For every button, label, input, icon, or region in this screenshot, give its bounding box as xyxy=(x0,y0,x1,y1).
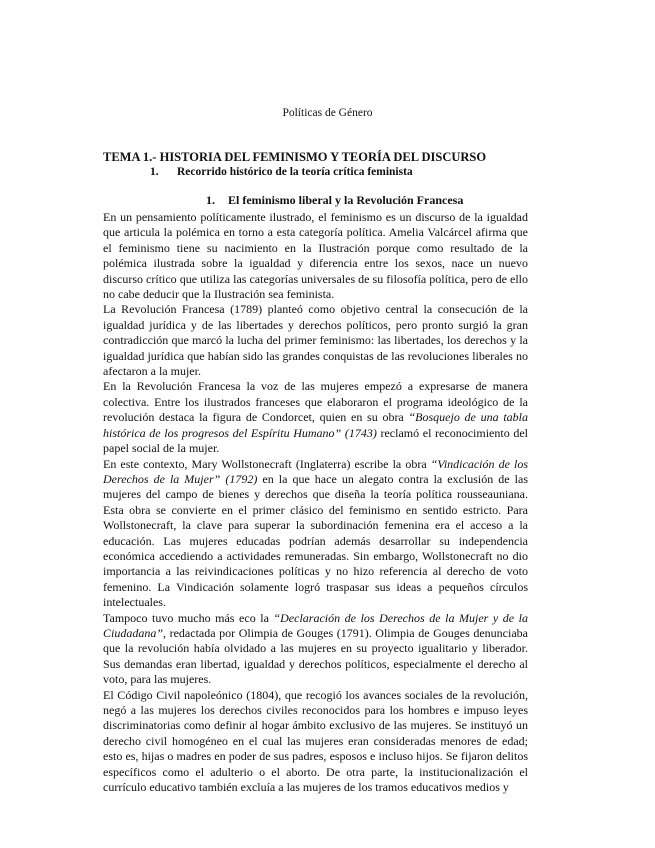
paragraph xyxy=(103,611,528,688)
section-heading xyxy=(206,193,463,208)
paragraph: El Código Civil napoleónico (1804), que recogió los avances sociales de la revolución, negó a las mujeres los derechos civiles reconocidos para los hombres e impuso leyes discriminatorias como definir al hogar ámbito exclusivo de las mujeres. Se instituyó un derecho civil homogéneo en el cual las mujeres eran consideradas menores de edad; esto es, hijas o madres en poder de sus padres, esposos e incluso hijos. Se fijaron delitos específicos como el adulterio o el aborto. De otra parte, la institucionalización el currículo educativo también excluía a las mujeres de los tramos educativos medios y xyxy=(103,687,528,795)
body-text xyxy=(103,210,528,795)
paragraph-text: Tampoco tuvo mucho más eco la xyxy=(103,610,274,625)
book-title: “Vindicación de los Derechos de la Mujer” (1792) xyxy=(103,456,528,486)
page-header: Políticas de Género xyxy=(282,107,373,119)
paragraph: La Revolución Francesa (1789) planteó como objetivo central la consecución de la igualdad jurídica y de las libertades y derechos políticos, pero pronto surgió la gran contradicción que marcó la lucha del primer feminismo: las libertades, los derechos y la igualdad jurídica que habían sido las grandes conquistas de las revoluciones liberales no afectaron a la mujer. xyxy=(103,302,528,379)
paragraph-text: , redactada por Olimpia de Gouges (1791). Olimpia de Gouges denunciaba que la revolución había olvidado a las mujeres en su proyecto igualitario y liberador. Sus demandas eran libertad, igualdad y derechos políticos, especialmente el derecho al voto, para las mujeres. xyxy=(103,625,528,687)
book-title: “Declaración de los Derechos de la Mujer y de la Ciudadana” xyxy=(103,610,528,640)
paragraph xyxy=(103,457,528,611)
paragraph xyxy=(103,379,528,456)
section-number: 1. xyxy=(206,193,215,207)
book-title: “Bosquejo de una tabla histórica de los progresos del Espíritu Humano” (1743) xyxy=(103,410,529,440)
topic-title: TEMA 1.- HISTORIA DEL FEMINISMO Y TEORÍA DEL DISCURSO xyxy=(103,150,487,164)
subtitle-text: Recorrido histórico de la teoría crítica feminista xyxy=(177,166,413,178)
paragraph-text: reclamó el reconocimiento del papel social de la mujer. xyxy=(103,425,528,456)
subtitle-number: 1. xyxy=(150,166,159,178)
subtitle xyxy=(150,166,413,178)
paragraph-text: En la Revolución Francesa la voz de las mujeres empezó a expresarse de manera colectiva. Entre los ilustrados franceses que elaboraron el programa ideológico de la revolución destaca la figura de Condorcet, quien en su obra xyxy=(103,379,528,425)
section-title: El feminismo liberal y la Revolución Francesa xyxy=(228,193,464,207)
paragraph-text: En este contexto, Mary Wollstonecraft (Inglaterra) escribe la obra xyxy=(103,456,431,471)
paragraph: En un pensamiento políticamente ilustrado, el feminismo es un discurso de la igualdad que articula la polémica en torno a esta categoría política. Amelia Valcárcel afirma que el feminismo tiene su nacimiento en la Ilustración porque como resultado de la polémica ilustrada sobre la igualdad y diferencia entre los sexos, nace un nuevo discurso crítico que utiliza las categorías universales de su filosofía política, pero de ello no cabe deducir que la Ilustración sea feminista. xyxy=(103,210,528,302)
paragraph-text: en la que hace un alegato contra la exclusión de las mujeres del campo de bienes y derechos que diseña la teoría política rousseauniana. Esta obra se convierte en el primer clásico del feminismo en sentido estricto. Para Wollstonecraft, la clave para superar la subordinación femenina era el acceso a la educación. Las mujeres educadas podrían además desarrollar su independencia económica accediendo a actividades remuneradas. Sin embargo, Wollstonecraft no dio importancia a las reivindicaciones políticas y no hizo referencia al derecho de voto femenino. La Vindicación solamente logró traspasar sus ideas a pequeños círculos intelectuales. xyxy=(103,471,528,610)
